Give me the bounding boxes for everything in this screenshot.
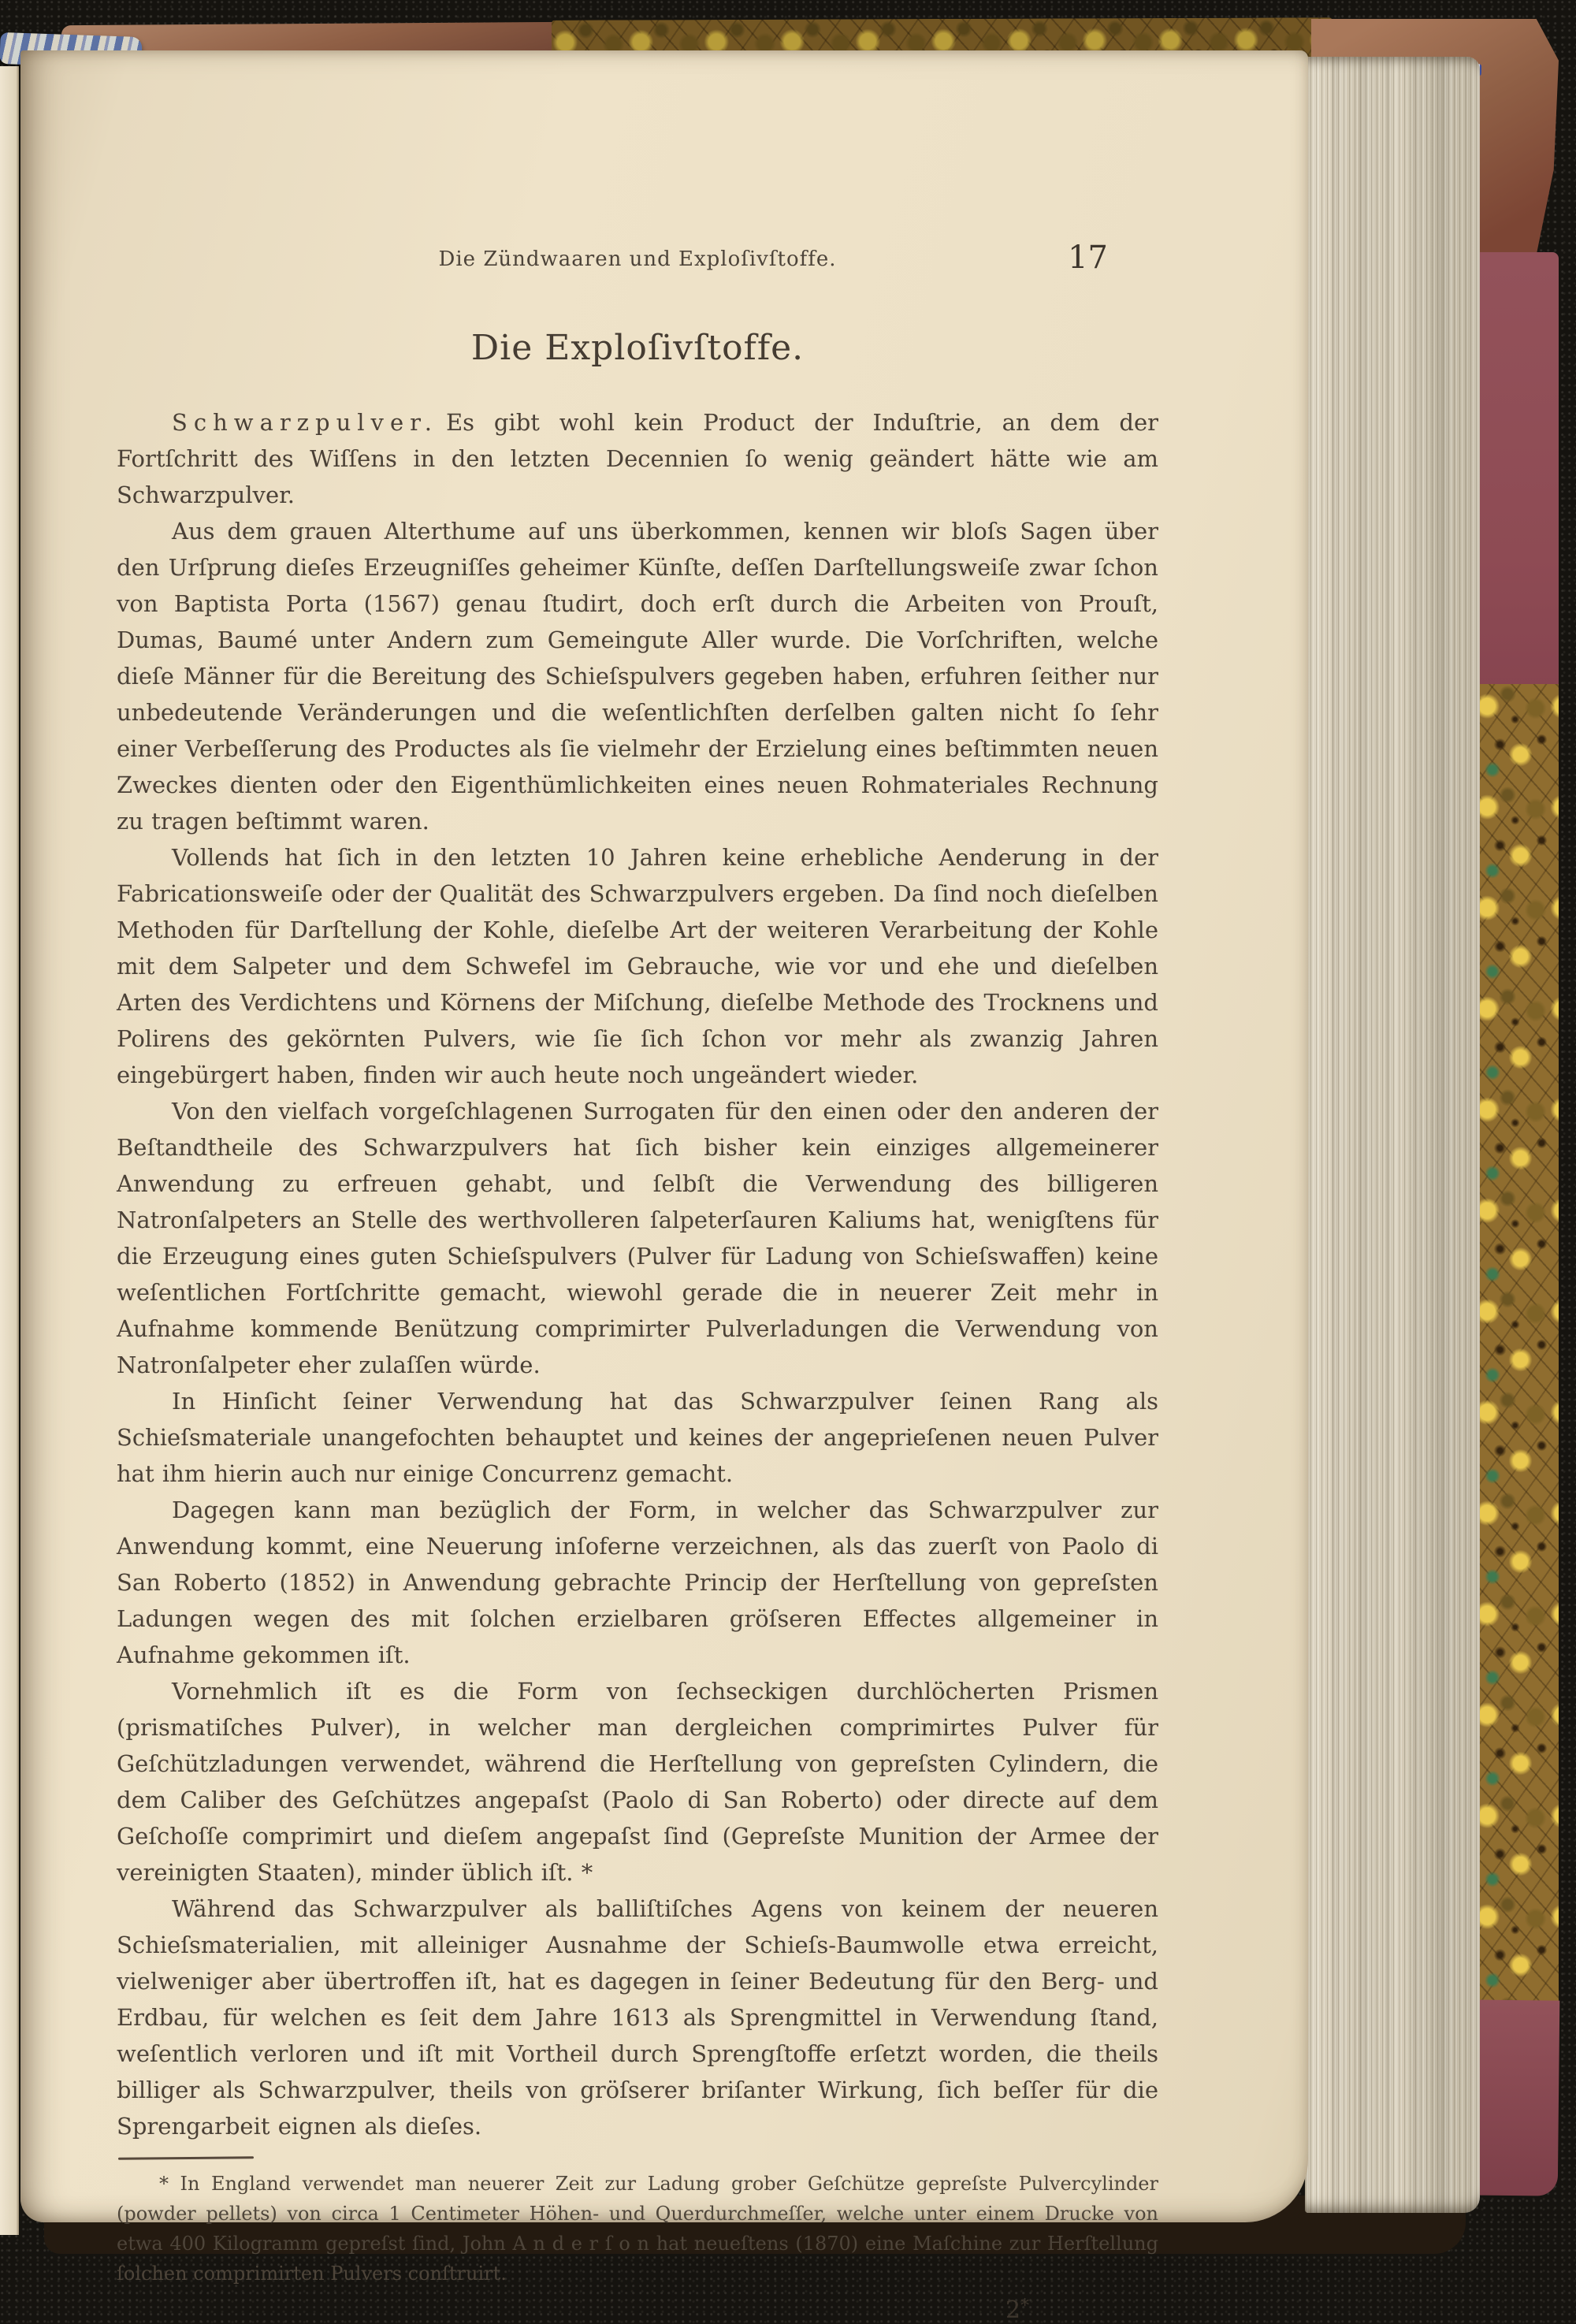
- footnote-rule: [118, 2156, 254, 2160]
- footnote-marker: *: [159, 2173, 169, 2195]
- book-page: [20, 50, 1308, 2324]
- board-leather-top: [1477, 252, 1559, 687]
- text-block: [117, 240, 1158, 2324]
- paragraph: [117, 1093, 1158, 1383]
- paragraph-text: Aus dem grauen Alterthume auf uns überkommen, kennen wir bloſs Sagen über den Urſprung dieſes Erzeugniſſes geheimer Künſte, deſſen Darſtellungsweiſe zwar ſchon von Baptista Porta (1567) genau ſtudirt, doch erſt durch die Arbeiten von Prouſt, Dumas, Baumé unter Andern zum Gemeingute Aller wurde. Die Vorſchriften, welche dieſe Männer für die Bereitung des Schieſspulvers gegeben haben, erfuhren ſeither nur unbedeutende Veränderungen und die weſentlichſten derſelben galten nicht ſo ſehr einer Verbeſſerung des Productes als ſie vielmehr der Erzielung eines beſtimmten neuen Zweckes dienten oder den Eigenthümlichkeiten eines neuen Rohmateriales Rechnung zu tragen beſtimmt waren.: [117, 518, 1158, 835]
- paragraph: [117, 839, 1158, 1093]
- chapter-title: Die Exploſivſtoffe.: [470, 328, 805, 368]
- paragraph-text: Von den vielfach vorgeſchlagenen Surrogaten für den einen oder den anderen der Beſtandtheile des Schwarzpulvers hat ſich bisher kein einziges allgemeinerer Anwendung zu erfreuen gehabt, und ſelbſt die Verwendung des billigeren Natronſalpeters an Stelle des werthvolleren ſalpeterſauren Kaliums hat, wenigſtens für die Erzeugung eines guten Schieſspulvers (Pulver für Ladung von Schieſswaffen) keine weſentlichen Fortſchritte gemacht, wiewohl gerade die in neuerer Zeit mehr in Aufnahme kommende Benützung comprimirter Pulverladungen die Verwendung von Natronſalpeter eher zulaſſen würde.: [117, 1098, 1158, 1378]
- paragraph-text: Es gibt wohl kein Product der Induſtrie, an dem der Fortſchritt des Wiſſens in den letzten Decennien ſo wenig geändert hätte wie am Schwarzpulver.: [117, 409, 1158, 508]
- running-title: Die Zündwaaren und Exploſivſtoffe.: [438, 247, 837, 271]
- paragraph-text: Dagegen kann man bezüglich der Form, in welcher das Schwarzpulver zur Anwendung kommt, eine Neuerung inſoferne verzeichnen, als das zuerſt von Paolo di San Roberto (1852) in Anwendung gebrachte Princip der Herſtellung von gepreſsten Ladungen wegen des mit ſolchen erzielbaren gröſseren Effectes allgemeiner in Aufnahme gekommen iſt.: [117, 1497, 1158, 1668]
- signature-star: *: [1020, 2296, 1030, 2316]
- paragraph-lead: Schwarzpulver.: [172, 409, 438, 436]
- paragraph-text: In Hinſicht ſeiner Verwendung hat das Schwarzpulver ſeinen Rang als Schieſsmateriale unangefochten behauptet und keines der angeprieſenen neuen Pulver hat ihm hierin auch nur einige Concurrenz gemacht.: [117, 1388, 1158, 1487]
- page-number: 17: [1068, 240, 1108, 276]
- paragraph-text: Vornehmlich iſt es die Form von ſechseckigen durchlöcherten Prismen (prismatiſches Pulver), in welcher man dergleichen comprimirtes Pulver für Geſchützladungen verwendet, während die Herſtellung von gepreſsten Cylindern, die dem Caliber des Geſchützes angepaſst (Paolo di San Roberto) oder directe auf dem Geſchoſſe comprimirt und dieſem angepaſst ſind (Gepreſste Munition der Armee der vereinigten Staaten), minder üblich iſt. *: [117, 1678, 1158, 1886]
- signature-mark: [1005, 2296, 1158, 2324]
- footnote-text: In England verwendet man neuerer Zeit zur Ladung grober Geſchütze gepreſste Pulvercylinder (powder pellets) von circa 1 Centimeter Höhen- und Querdurchmeſſer, welche unter einem Drucke von etwa 400 Kilogramm gepreſst ſind, John A n d e r ſ o n hat neueſtens (1870) eine Maſchine zur Herſtellung ſolchen comprimirten Pulvers conſtruirt.: [117, 2173, 1158, 2285]
- paragraph-text: Während das Schwarzpulver als balliſtiſches Agens von keinem der neueren Schieſsmaterialien, mit alleiniger Ausnahme der Schieſs-Baumwolle etwa erreicht, vielweniger aber übertroffen iſt, hat es dagegen in ſeiner Bedeutung für den Berg- und Erdbau, für welchen es ſeit dem Jahre 1613 als Sprengmittel in Verwendung ſtand, weſentlich verloren und iſt mit Vortheil durch Sprengſtoffe erſetzt worden, die theils billiger als Schwarzpulver, theils von gröſserer briſanter Wirkung, ſich beſſer für die Sprengarbeit eignen als dieſes.: [117, 1895, 1158, 2140]
- paragraph: [117, 404, 1158, 513]
- paragraph: [117, 1383, 1158, 1492]
- paragraph: [117, 1891, 1158, 2144]
- signature-number: 2: [1005, 2296, 1021, 2324]
- paragraph: [117, 1673, 1158, 1891]
- paragraph: [117, 1492, 1158, 1673]
- paragraph-text: Vollends hat ſich in den letzten 10 Jahren keine erhebliche Aenderung in der Fabricationsweiſe oder der Qualität des Schwarzpulvers ergeben. Da ſind noch dieſelben Methoden für Darſtellung der Kohle, dieſelbe Art der weiteren Verarbeitung der Kohle mit dem Salpeter und dem Schwefel im Gebrauche, wie vor und ehe und dieſelben Arten des Verdichtens und Körnens der Miſchung, dieſelbe Methode des Trocknens und Polirens des gekörnten Pulvers, wie ſie ſich ſchon vor mehr als zwanzig Jahren eingebürgert haben, finden wir auch heute noch ungeändert wieder.: [117, 844, 1158, 1088]
- paragraph: [117, 513, 1158, 839]
- footnote: [117, 2169, 1158, 2289]
- page-header: [117, 240, 1158, 285]
- facing-page-strip: [0, 66, 19, 2235]
- fore-edge-page-stack: [1305, 57, 1480, 2213]
- board-marble-strip: [1474, 684, 1559, 2003]
